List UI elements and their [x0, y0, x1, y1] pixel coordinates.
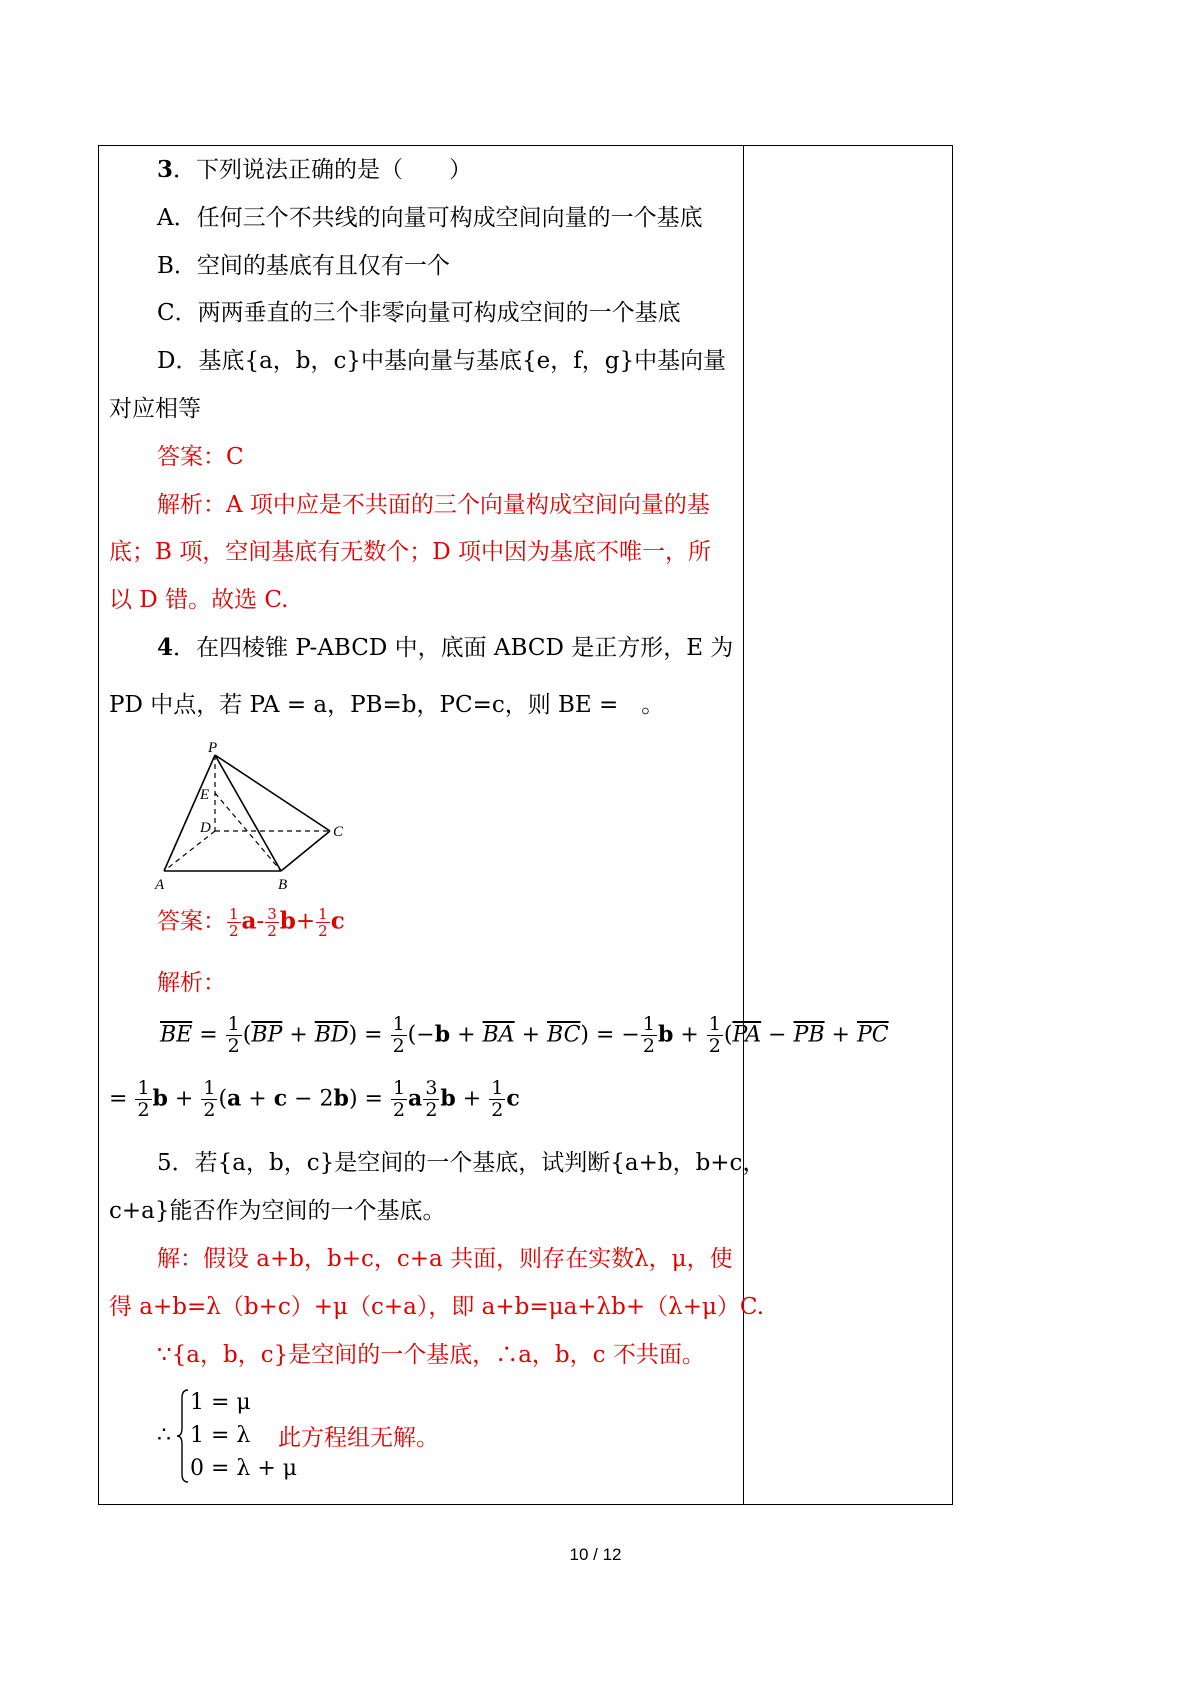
label-p: P — [208, 740, 218, 756]
q5-stem-line2: c+a}能否作为空间的一个基底。 — [109, 1198, 446, 1224]
label-a: A — [155, 877, 165, 893]
label-b: B — [278, 877, 288, 893]
q4-derivation-line2: = $\frac{1}{2}$ b + $\frac{1}{2}$ (a + c − 2b) = $\frac{1}{2}$ a $\frac{3}{2}$ b + $\frac{1}{2}$ c — [109, 1077, 520, 1121]
q3-answer: 答案：C — [157, 444, 244, 470]
system-brace — [176, 1388, 190, 1484]
system-equation-1: 1 = μ — [190, 1390, 251, 1415]
q4-answer: 答案： $\frac{1}{2}$ a- $\frac{3}{2}$ b+ $\frac{1}{2}$ c — [157, 905, 345, 940]
q5-stem-line1: 5．若{a，b，c}是空间的一个基底，试判断{a+b，b+c， — [157, 1150, 766, 1176]
label-e: E — [200, 787, 210, 803]
q5-solution-line1: 解：假设 a+b，b+c，c+a 共面，则存在实数λ，μ，使 — [157, 1246, 733, 1272]
q4-answer-label: 答案： — [157, 908, 226, 935]
q5-conclusion: 此方程组无解。 — [278, 1425, 439, 1451]
q3-analysis-line3: 以 D 错。故选 C. — [109, 587, 289, 613]
label-d: D — [200, 820, 211, 836]
q3-option-c: C．两两垂直的三个非零向量可构成空间的一个基底 — [157, 300, 681, 326]
q4-stem-line2: PD 中点，若 PA = a，PB=b，PC=c，则 BE = 。 — [109, 692, 665, 718]
q5-solution-line3: ∵{a，b，c}是空间的一个基底，∴a，b，c 不共面。 — [157, 1342, 705, 1368]
q3-analysis-line2: 底；B 项，空间基底有无数个；D 项中因为基底不唯一，所 — [109, 539, 711, 565]
q5-solution-line2: 得 a+b=λ（b+c）+μ（c+a），即 a+b=μa+λb+（λ+μ）C. — [109, 1294, 765, 1320]
q3-option-d: D．基底{a，b，c}中基向量与基底{e，f，g}中基向量 — [157, 348, 727, 374]
page-number: 10 / 12 — [569, 1545, 622, 1564]
q3-option-b: B．空间的基底有且仅有一个 — [157, 253, 450, 279]
label-c: C — [333, 824, 344, 840]
q3-option-d-cont: 对应相等 — [109, 396, 201, 422]
q4-derivation-line1: $\overline{BE}$ = $\frac{1}{2}$ $(\overline{BP} + \overline{BD})$ = $\frac{1}{2}$ $(-b + \overline{BA} + \overline{BC})$ = − $\frac{1}{2}$ b + $\frac{1}{2}$ ($\overline{PA} - \overline{PB} + \overline{PC}$ — [160, 1013, 889, 1057]
q3-analysis-line1: 解析：A 项中应是不共面的三个向量构成空间向量的基 — [157, 492, 710, 518]
q3-option-a: A．任何三个不共线的向量可构成空间向量的一个基底 — [157, 205, 703, 231]
therefore-symbol: ∴ — [157, 1423, 171, 1448]
system-equation-2: 1 = λ — [190, 1423, 251, 1448]
q4-stem-line1: 4．在四棱锥 P-ABCD 中，底面 ABCD 是正方形，E 为 — [157, 634, 734, 661]
q4-analysis-label: 解析： — [157, 970, 226, 996]
q3-stem: 3．下列说法正确的是（ ） — [157, 156, 473, 183]
pyramid-figure — [150, 735, 365, 895]
system-equation-3: 0 = λ + μ — [190, 1456, 298, 1481]
